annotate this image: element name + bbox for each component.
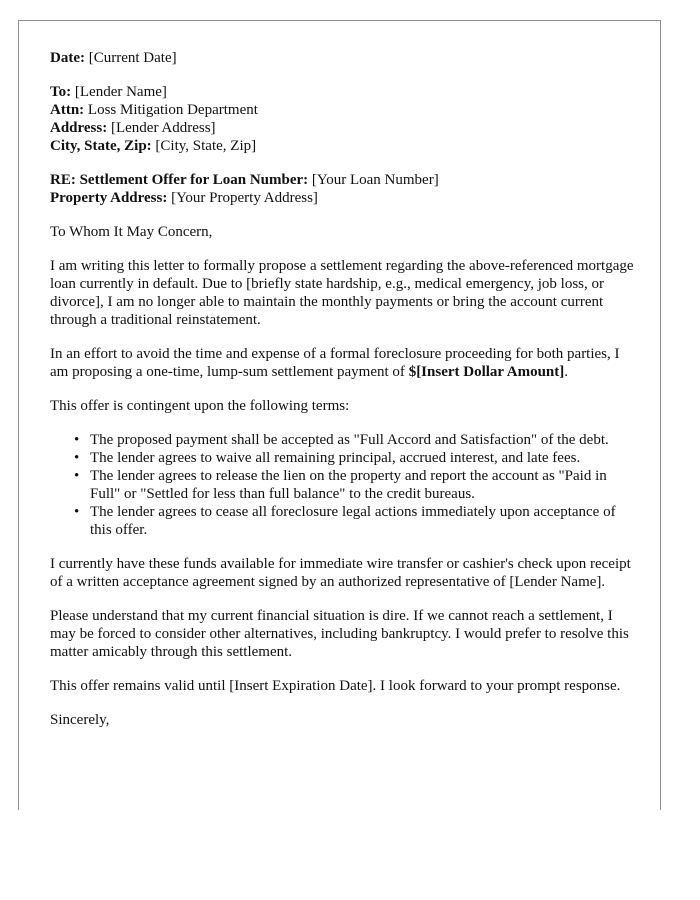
paragraph-situation: Please understand that my current financial situation is dire. If we cannot reach a settlement, I may be forced to consider other alternatives, including bankruptcy. I would prefer to resolve this matter amicably through this settlement. [50, 608, 629, 660]
date-label: Date: [50, 50, 85, 66]
address-line [50, 119, 640, 137]
paragraph-funds: I currently have these funds available for immediate wire transfer or cashier's check upon receipt of a written acceptance agreement signed by an authorized representative of [Lender Name]. [50, 556, 631, 590]
closing: Sincerely, [50, 712, 110, 728]
letter-page [18, 20, 661, 810]
city-line [50, 137, 640, 155]
recipient-block [50, 83, 640, 155]
term-text: The lender agrees to waive all remaining principal, accrued interest, and late fees. [90, 450, 581, 466]
re-line [50, 171, 640, 189]
to-label: To: [50, 84, 72, 100]
term-item [74, 503, 640, 539]
to-line [50, 83, 640, 101]
term-text: The lender agrees to cease all foreclosure legal actions immediately upon acceptance of this offer. [90, 504, 616, 538]
term-text: The lender agrees to release the lien on the property and report the account as "Paid in Full" or "Settled for less than full balance" to the credit bureaus. [90, 468, 607, 502]
paragraph-hardship: I am writing this letter to formally propose a settlement regarding the above-referenced mortgage loan currently in default. Due to [briefly state hardship, e.g., medical emergency, job loss, or divorce], I am no longer able to maintain the monthly payments or bring the account current through a traditional reinstatement. [50, 258, 634, 328]
date-value: [Current Date] [88, 50, 177, 66]
attn-line [50, 101, 640, 119]
term-item [74, 467, 640, 503]
terms-intro: This offer is contingent upon the following terms: [50, 398, 350, 414]
letter-content [50, 49, 640, 745]
settlement-amount: $[Insert Dollar Amount] [408, 364, 565, 380]
attn-value: Loss Mitigation Department [87, 102, 258, 118]
property-line [50, 189, 640, 207]
bullet-icon: • [74, 468, 80, 484]
proposal-end: . [564, 364, 568, 380]
proposal-text: In an effort to avoid the time and expense of a formal foreclosure proceeding for both parties, I am proposing a one-time, lump-sum settlement payment of [50, 346, 620, 380]
term-text: The proposed payment shall be accepted as "Full Accord and Satisfaction" of the debt. [90, 432, 609, 448]
re-value: [Your Loan Number] [311, 172, 439, 188]
term-item [74, 449, 640, 467]
date-block [50, 49, 640, 67]
salutation: To Whom It May Concern, [50, 224, 213, 240]
attn-label: Attn: [50, 102, 85, 118]
term-item [74, 431, 640, 449]
to-value: [Lender Name] [74, 84, 167, 100]
bullet-icon: • [74, 504, 80, 520]
subject-block [50, 171, 640, 207]
city-value: [City, State, Zip] [155, 138, 257, 154]
paragraph-validity: This offer remains valid until [Insert Expiration Date]. I look forward to your prompt response. [50, 678, 621, 694]
city-label: City, State, Zip: [50, 138, 152, 154]
terms-list [50, 431, 640, 539]
address-label: Address: [50, 120, 108, 136]
property-value: [Your Property Address] [171, 190, 318, 206]
address-value: [Lender Address] [110, 120, 216, 136]
bullet-icon: • [74, 432, 80, 448]
bullet-icon: • [74, 450, 80, 466]
re-label: RE: Settlement Offer for Loan Number: [50, 172, 309, 188]
paragraph-proposal [50, 345, 640, 381]
property-label: Property Address: [50, 190, 168, 206]
